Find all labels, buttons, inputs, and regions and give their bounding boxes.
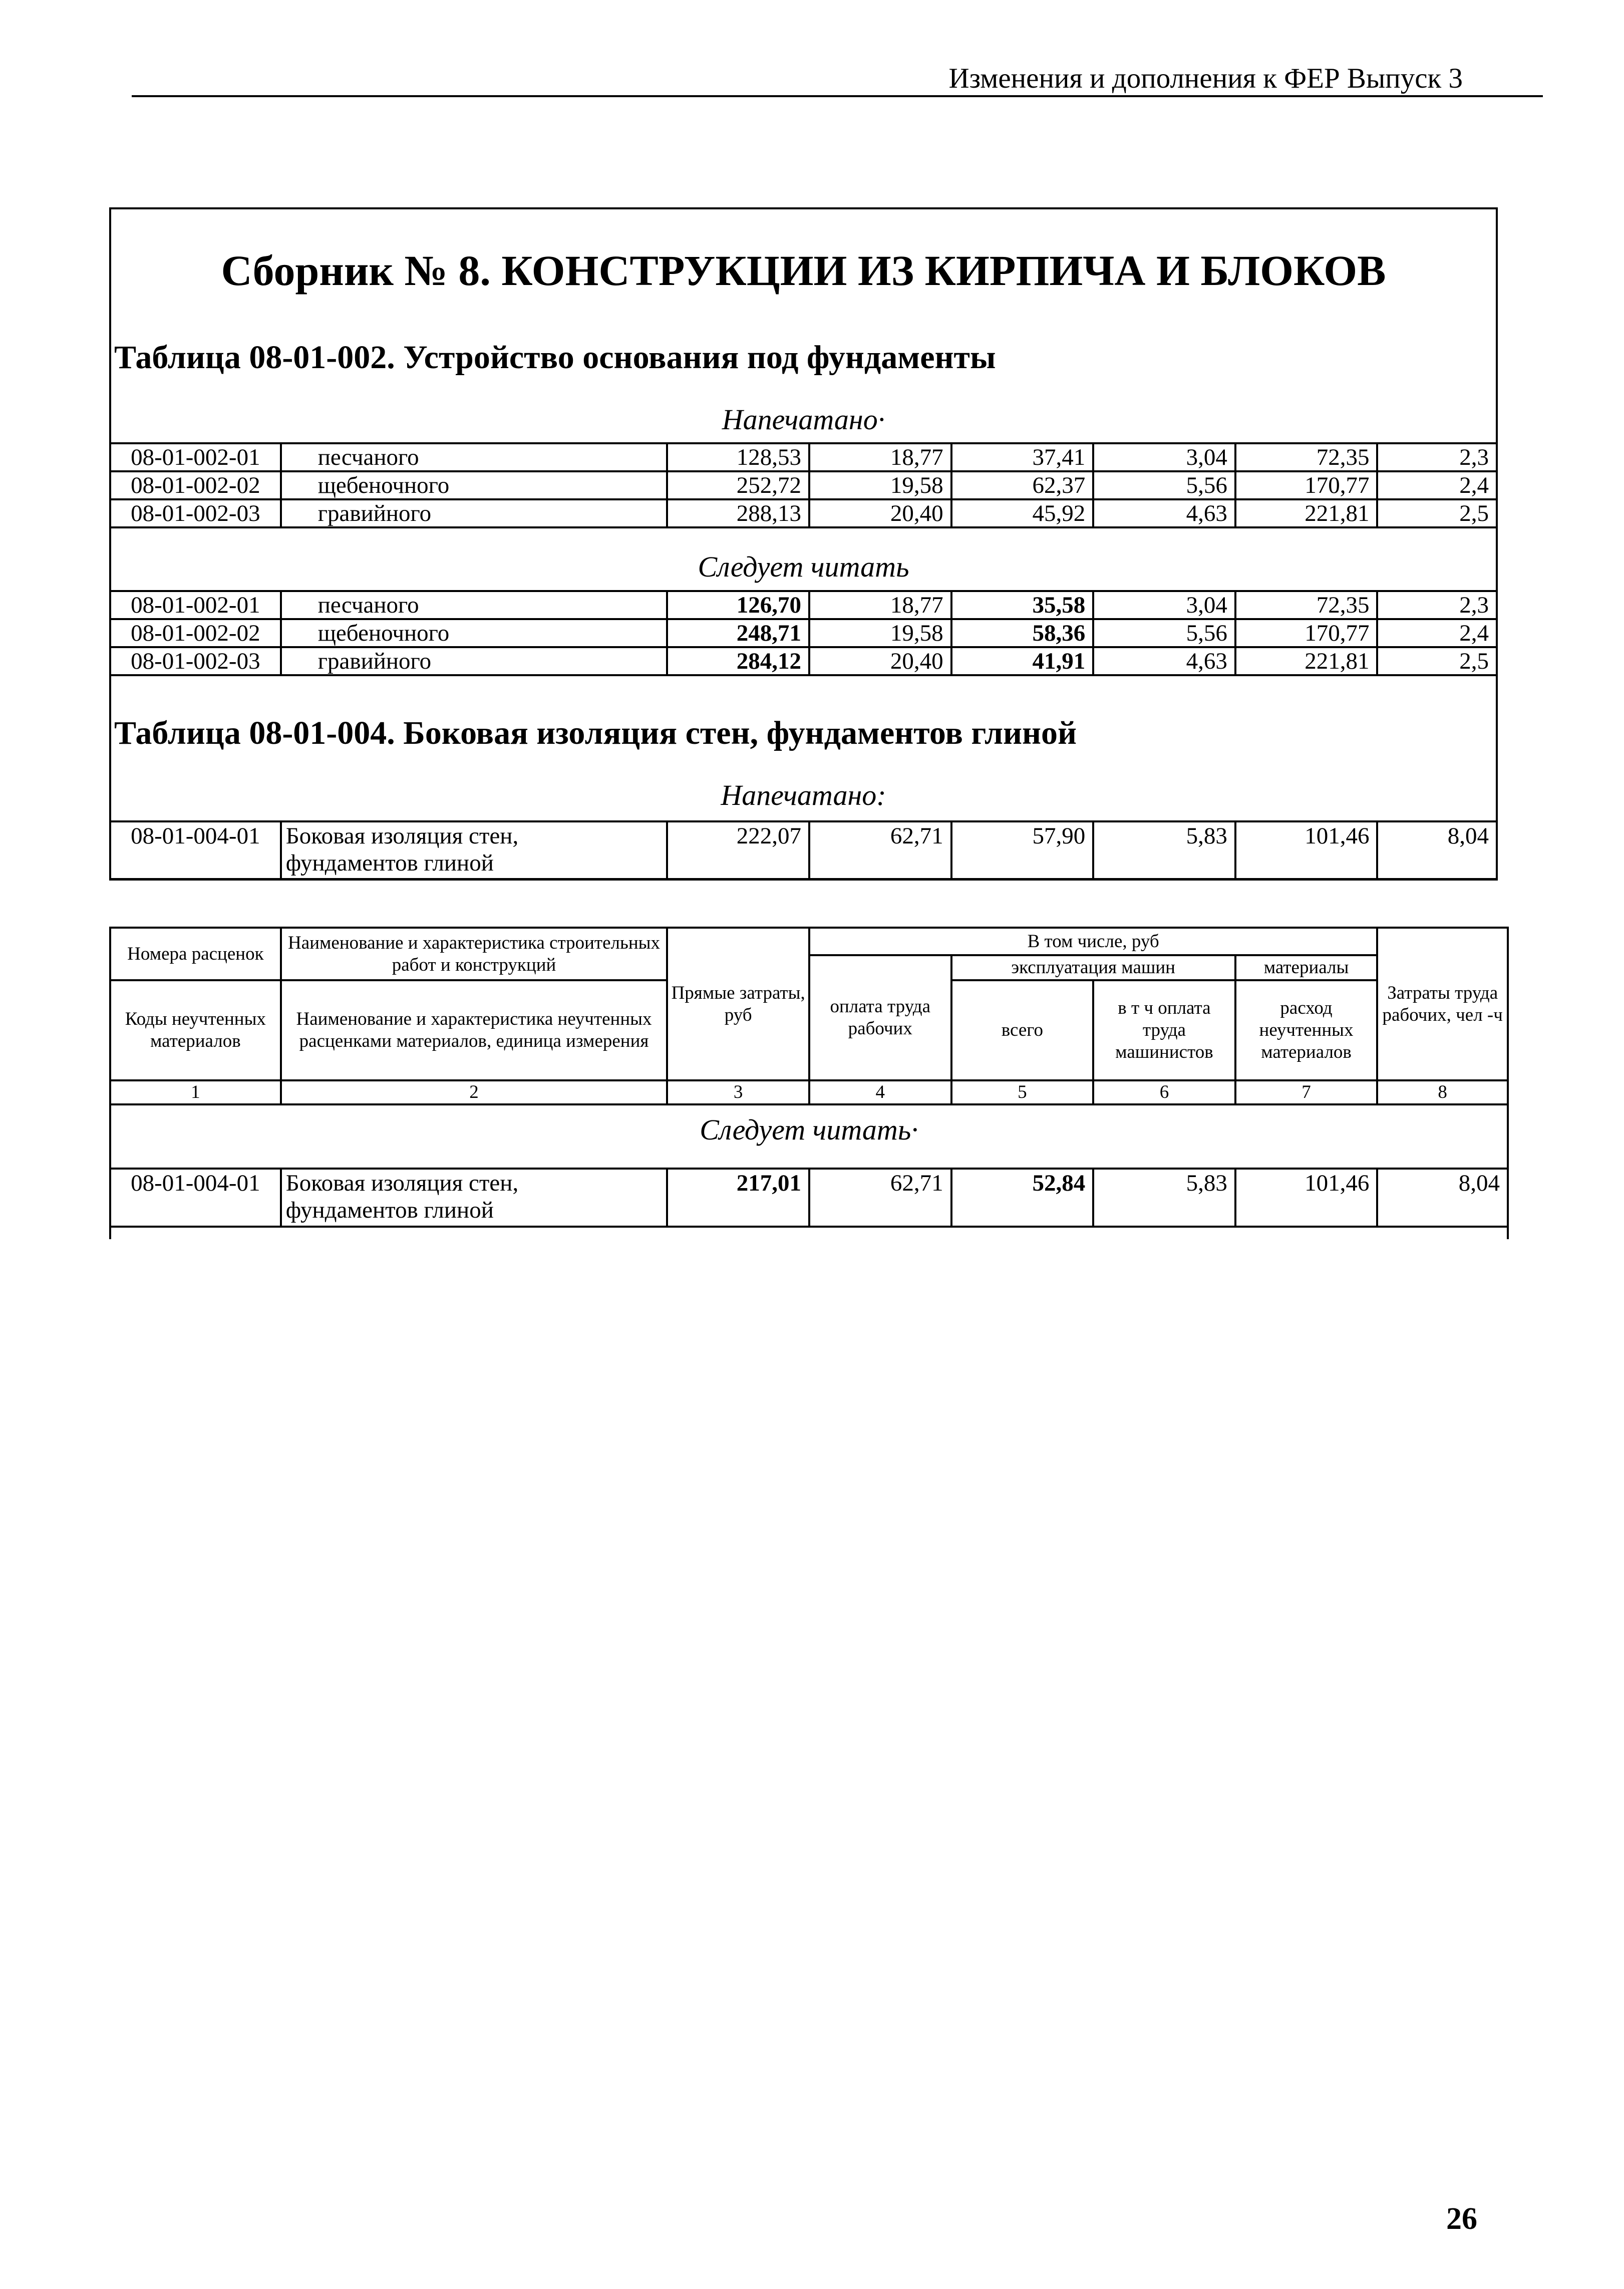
header-including: В том числе, руб (809, 928, 1377, 955)
labor-pay: 62,71 (809, 1169, 951, 1227)
rate-code: 08-01-002-03 (110, 647, 281, 675)
header-materials: материалы (1235, 955, 1378, 980)
materials: 72,35 (1235, 443, 1378, 471)
machinists-pay: 5,83 (1093, 1169, 1235, 1227)
header-number: 6 (1093, 1080, 1235, 1104)
rate-code: 08-01-002-01 (110, 591, 281, 619)
rate-code: 08-01-002-03 (110, 499, 281, 527)
direct-costs: 284,12 (667, 647, 809, 675)
header-material-usage: расход неучтенных материалов (1235, 980, 1378, 1080)
labor-hours: 2,3 (1377, 591, 1497, 619)
labor-hours: 8,04 (1377, 821, 1497, 880)
rate-code: 08-01-002-02 (110, 471, 281, 499)
labor-pay: 62,71 (809, 821, 951, 880)
materials: 72,35 (1235, 591, 1378, 619)
header-work-name: Наименование и характеристика строительных работ и конструкций (281, 928, 668, 980)
header-number: 3 (667, 1080, 809, 1104)
header-number: 8 (1377, 1080, 1508, 1104)
labor-pay: 18,77 (809, 591, 951, 619)
header-machinists-pay: в т ч оплата труда машинистов (1093, 980, 1235, 1080)
materials: 170,77 (1235, 471, 1378, 499)
table1-printed-label: Напечатано· (722, 403, 885, 436)
machinists-pay: 5,83 (1093, 821, 1235, 880)
page-number: 26 (1446, 2202, 1477, 2236)
work-name: песчаного (281, 443, 668, 471)
work-name-line2: фундаментов глиной (285, 1197, 494, 1223)
machines-total: 37,41 (951, 443, 1094, 471)
header-labor-pay: оплата труда рабочих (809, 955, 951, 1080)
table2-corrected (109, 1168, 1509, 1228)
machines-total: 35,58 (951, 591, 1094, 619)
work-name (281, 821, 668, 880)
machines-total: 41,91 (951, 647, 1094, 675)
table-row (110, 821, 1497, 880)
table2-title: Таблица 08-01-004. Боковая изоляция стен, фундаментов глиной (114, 715, 1077, 751)
running-header-text: Изменения и дополнения к ФЕР Выпуск 3 (948, 63, 1463, 94)
table2-read-label: Следует читать· (700, 1113, 918, 1146)
table-row (110, 619, 1497, 647)
table-row (110, 591, 1497, 619)
work-name-line1: Боковая изоляция стен, (285, 823, 519, 849)
header-number: 4 (809, 1080, 951, 1104)
rate-code: 08-01-002-02 (110, 619, 281, 647)
labor-hours: 2,4 (1377, 619, 1497, 647)
machinists-pay: 5,56 (1093, 619, 1235, 647)
table2-printed (109, 820, 1498, 881)
table-row (110, 647, 1497, 675)
direct-costs: 126,70 (667, 591, 809, 619)
work-name: песчаного (281, 591, 668, 619)
materials: 101,46 (1235, 821, 1378, 880)
header-number: 2 (281, 1080, 668, 1104)
work-name: щебеночного (281, 471, 668, 499)
header-labor-hours: Затраты труда рабочих, чел -ч (1377, 928, 1508, 1080)
work-name-line1: Боковая изоляция стен, (285, 1170, 519, 1196)
rate-code: 08-01-004-01 (110, 821, 281, 880)
table-continuation (109, 1227, 1509, 1239)
table-row (110, 499, 1497, 527)
direct-costs: 248,71 (667, 619, 809, 647)
labor-pay: 19,58 (809, 471, 951, 499)
materials: 221,81 (1235, 647, 1378, 675)
materials: 101,46 (1235, 1169, 1378, 1227)
work-name: гравийного (281, 499, 668, 527)
rate-code: 08-01-004-01 (110, 1169, 281, 1227)
header-number: 5 (951, 1080, 1094, 1104)
header-machines: эксплуатация машин (951, 955, 1235, 980)
machinists-pay: 4,63 (1093, 499, 1235, 527)
table2-read-band (109, 1102, 1509, 1169)
machinists-pay: 3,04 (1093, 591, 1235, 619)
direct-costs: 288,13 (667, 499, 809, 527)
direct-costs: 217,01 (667, 1169, 809, 1227)
machinists-pay: 3,04 (1093, 443, 1235, 471)
table1-printed (109, 442, 1498, 528)
direct-costs: 252,72 (667, 471, 809, 499)
header-direct-costs: Прямые затраты, руб (667, 928, 809, 1080)
materials: 170,77 (1235, 619, 1378, 647)
machinists-pay: 4,63 (1093, 647, 1235, 675)
table1-read-label: Следует читать (698, 550, 909, 583)
header-number: 1 (110, 1080, 281, 1104)
collection-title: Сборник № 8. КОНСТРУКЦИИ ИЗ КИРПИЧА И БЛОКОВ (221, 246, 1386, 295)
machines-total: 45,92 (951, 499, 1094, 527)
labor-hours: 2,3 (1377, 443, 1497, 471)
work-name: щебеночного (281, 619, 668, 647)
running-header (132, 59, 1543, 97)
column-header (109, 927, 1509, 1105)
machines-total: 52,84 (951, 1169, 1094, 1227)
labor-pay: 19,58 (809, 619, 951, 647)
table1-corrected (109, 590, 1498, 676)
labor-hours: 8,04 (1377, 1169, 1508, 1227)
header-number: 7 (1235, 1080, 1378, 1104)
direct-costs: 128,53 (667, 443, 809, 471)
table2-printed-label: Напечатано: (721, 779, 886, 811)
machines-total: 58,36 (951, 619, 1094, 647)
labor-pay: 18,77 (809, 443, 951, 471)
labor-hours: 2,4 (1377, 471, 1497, 499)
direct-costs: 222,07 (667, 821, 809, 880)
machines-total: 62,37 (951, 471, 1094, 499)
machines-total: 57,90 (951, 821, 1094, 880)
labor-hours: 2,5 (1377, 647, 1497, 675)
table-row (110, 471, 1497, 499)
labor-pay: 20,40 (809, 647, 951, 675)
table-row (110, 1169, 1508, 1227)
work-name: гравийного (281, 647, 668, 675)
header-material-codes: Коды неучтенных материалов (110, 980, 281, 1080)
labor-hours: 2,5 (1377, 499, 1497, 527)
header-rate-numbers: Номера расценок (110, 928, 281, 980)
materials: 221,81 (1235, 499, 1378, 527)
rate-code: 08-01-002-01 (110, 443, 281, 471)
header-machines-total: всего (951, 980, 1094, 1080)
table1-title: Таблица 08-01-002. Устройство основания под фундаменты (114, 339, 996, 376)
labor-pay: 20,40 (809, 499, 951, 527)
work-name-line2: фундаментов глиной (285, 850, 494, 876)
machinists-pay: 5,56 (1093, 471, 1235, 499)
work-name (281, 1169, 668, 1227)
header-material-name: Наименование и характеристика неучтенных расценками материалов, единица измерения (281, 980, 668, 1080)
errata-frame (109, 207, 1498, 880)
table-row (110, 443, 1497, 471)
